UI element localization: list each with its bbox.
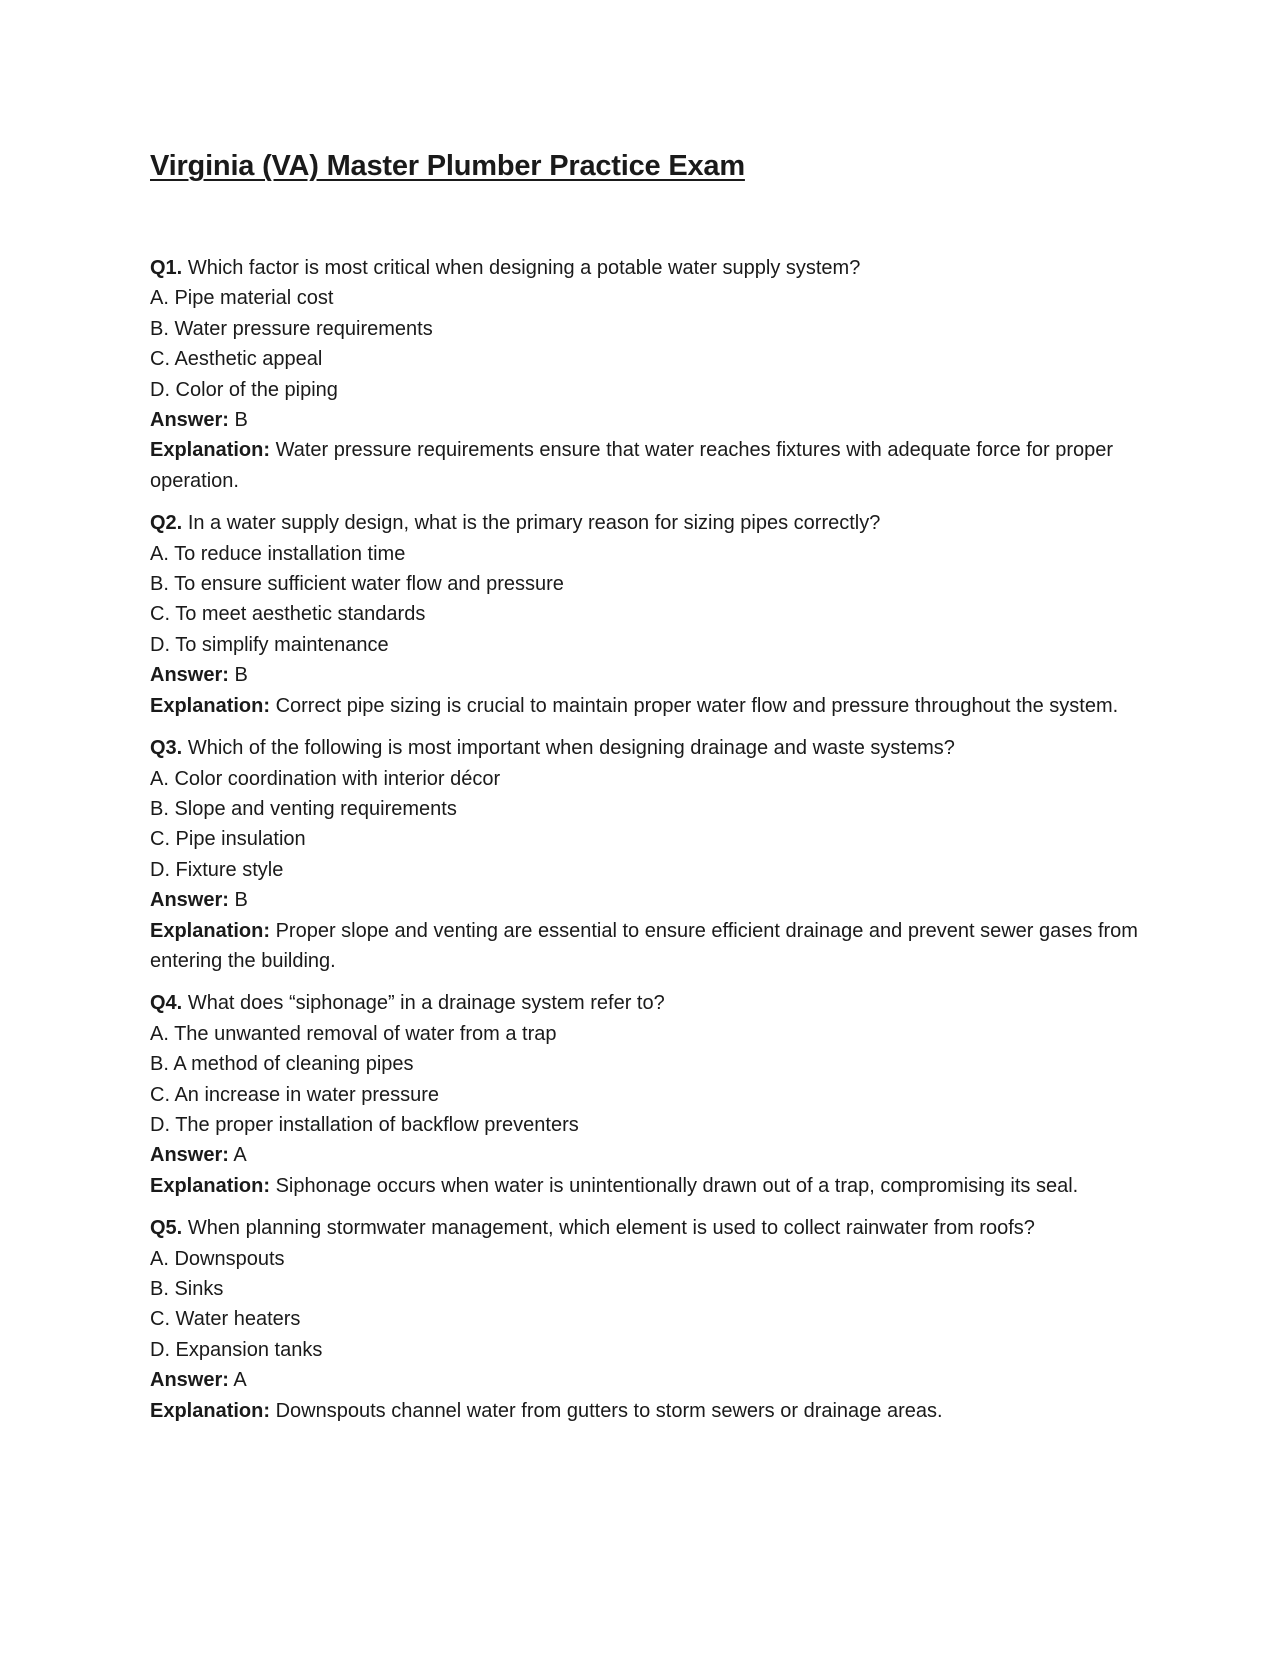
page-title: Virginia (VA) Master Plumber Practice Exam bbox=[150, 150, 745, 182]
question-text-line bbox=[150, 508, 1150, 538]
answer-value: A bbox=[233, 1144, 247, 1167]
answer-option: C. An increase in water pressure bbox=[150, 1083, 440, 1106]
question-list bbox=[150, 253, 1150, 1426]
answer-option: B. To ensure sufficient water flow and pressure bbox=[150, 573, 564, 596]
explanation-text: Correct pipe sizing is crucial to maintain proper water flow and pressure throughout the system. bbox=[275, 694, 1119, 717]
answer-option: A. The unwanted removal of water from a trap bbox=[150, 1022, 557, 1045]
answer-option: D. Color of the piping bbox=[150, 378, 338, 401]
answer-option: C. Water heaters bbox=[150, 1308, 301, 1331]
answer-option: D. To simplify maintenance bbox=[150, 633, 389, 656]
explanation-label: Explanation: bbox=[150, 1399, 271, 1422]
explanation-label: Explanation: bbox=[150, 694, 271, 717]
answer-line bbox=[150, 405, 1150, 435]
explanation-line bbox=[150, 1171, 1150, 1201]
explanation-label: Explanation: bbox=[150, 919, 271, 942]
answer-option: D. Expansion tanks bbox=[150, 1338, 323, 1361]
answer-value: B bbox=[234, 889, 248, 912]
question-number: Q3. bbox=[150, 737, 183, 760]
answer-label: Answer: bbox=[150, 1144, 229, 1167]
answer-label: Answer: bbox=[150, 409, 229, 432]
answer-option: B. Sinks bbox=[150, 1278, 224, 1300]
explanation-line bbox=[150, 916, 1150, 977]
question-block bbox=[150, 1213, 1150, 1426]
answer-option: A. To reduce installation time bbox=[150, 542, 406, 565]
answer-option: C. Pipe insulation bbox=[150, 828, 306, 851]
answer-line bbox=[150, 1365, 1150, 1395]
question-block bbox=[150, 988, 1150, 1201]
answer-option: A. Downspouts bbox=[150, 1247, 285, 1270]
answer-label: Answer: bbox=[150, 1369, 229, 1392]
question-text: Which of the following is most important when designing drainage and waste systems? bbox=[187, 737, 955, 760]
question-text-line bbox=[150, 733, 1150, 763]
question-text: In a water supply design, what is the primary reason for sizing pipes correctly? bbox=[187, 512, 881, 535]
explanation-label: Explanation: bbox=[150, 1174, 271, 1197]
answer-line bbox=[150, 885, 1150, 915]
question-number: Q2. bbox=[150, 512, 183, 535]
answer-label: Answer: bbox=[150, 889, 229, 912]
question-text-line bbox=[150, 988, 1150, 1018]
question-number: Q5. bbox=[150, 1217, 183, 1240]
question-text: What does “siphonage” in a drainage system refer to? bbox=[187, 992, 665, 1015]
answer-value: B bbox=[234, 664, 248, 687]
question-block bbox=[150, 508, 1150, 721]
question-text: Which factor is most critical when designing a potable water supply system? bbox=[187, 257, 861, 279]
document-page bbox=[150, 150, 1150, 1438]
answer-option: A. Color coordination with interior décor bbox=[150, 767, 501, 790]
answer-option: A. Pipe material cost bbox=[150, 287, 334, 310]
answer-value: B bbox=[234, 409, 248, 432]
explanation-line bbox=[150, 691, 1150, 721]
answer-line bbox=[150, 660, 1150, 690]
answer-option: B. Slope and venting requirements bbox=[150, 797, 457, 820]
answer-option: B. A method of cleaning pipes bbox=[150, 1053, 414, 1076]
explanation-text: Water pressure requirements ensure that water reaches fixtures with adequate force for proper operation. bbox=[150, 439, 1114, 492]
question-number: Q1. bbox=[150, 257, 183, 279]
answer-value: A bbox=[233, 1369, 247, 1392]
explanation-label: Explanation: bbox=[150, 439, 271, 462]
answer-option: B. Water pressure requirements bbox=[150, 317, 433, 340]
explanation-line bbox=[150, 435, 1150, 496]
question-block bbox=[150, 733, 1150, 976]
question-text-line bbox=[150, 1213, 1150, 1243]
question-number: Q4. bbox=[150, 992, 183, 1015]
answer-option: C. Aesthetic appeal bbox=[150, 348, 323, 371]
answer-line bbox=[150, 1140, 1150, 1170]
explanation-text: Siphonage occurs when water is unintentionally drawn out of a trap, compromising its seal. bbox=[275, 1174, 1079, 1197]
question-block bbox=[150, 253, 1150, 496]
explanation-text: Downspouts channel water from gutters to storm sewers or drainage areas. bbox=[275, 1399, 943, 1422]
answer-option: D. Fixture style bbox=[150, 858, 284, 881]
question-text: When planning stormwater management, which element is used to collect rainwater from roofs? bbox=[187, 1217, 1035, 1240]
explanation-line bbox=[150, 1396, 1150, 1426]
explanation-text: Proper slope and venting are essential to ensure efficient drainage and prevent sewer gases from entering the building. bbox=[150, 919, 1138, 972]
question-text-line bbox=[150, 253, 1150, 283]
answer-label: Answer: bbox=[150, 664, 229, 687]
answer-option: D. The proper installation of backflow preventers bbox=[150, 1113, 579, 1136]
answer-option: C. To meet aesthetic standards bbox=[150, 603, 426, 626]
